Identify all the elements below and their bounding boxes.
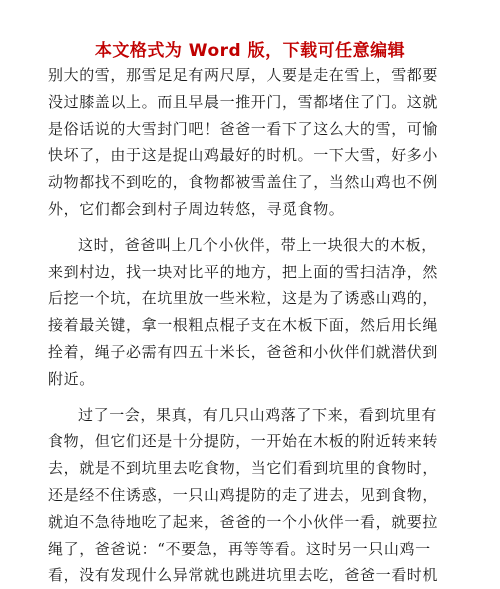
text-line: 别大的雪，那雪足足有两尺厚，人要是走在雪上，雪都要 bbox=[48, 66, 439, 84]
text-line: 绳了，爸爸说：“不要急，再等等看。这时另一只山鸡一 bbox=[48, 539, 431, 558]
text-line-first: 过了一会，果真，有几只山鸡落了下来，看到坑里有 bbox=[78, 405, 437, 424]
text-line: 拴着，绳子必需有四五十米长，爸爸和小伙伴们就潜伏到 bbox=[48, 342, 439, 361]
text-line: 来到村边，找一块对比平的地方，把上面的雪扫洁净，然 bbox=[48, 262, 439, 281]
text-line: 还是经不住诱惑，一只山鸡提防的走了进去，见到食物， bbox=[48, 485, 439, 504]
text-line: 是俗话说的大雪封门吧！爸爸一看下了这么大的雪，可愉 bbox=[48, 119, 439, 138]
text-line: 外，它们都会到村子周边转悠，寻觅食物。 bbox=[48, 199, 345, 218]
text-line: 去，就是不到坑里去吃食物，当它们看到坑里的食物时， bbox=[48, 459, 439, 478]
edit-notice-banner: 本文格式为 Word 版，下载可任意编辑 bbox=[94, 41, 406, 61]
paragraph-1 bbox=[48, 62, 453, 223]
text-line: 食物，但它们还是十分提防，一开始在木板的附近转来转 bbox=[48, 432, 439, 451]
text-line: 后挖一个坑，在坑里放一些米粒，这是为了诱惑山鸡的， bbox=[48, 289, 439, 308]
text-line: 接着最关键，拿一根粗点棍子支在木板下面，然后用长绳 bbox=[48, 316, 439, 335]
paragraph-spacing bbox=[48, 223, 453, 232]
paragraph-spacing bbox=[48, 393, 453, 402]
text-line: 快坏了，由于这是捉山鸡最好的时机。一下大雪，好多小 bbox=[48, 146, 439, 165]
text-line-first: 这时，爸爸叫上几个小伙伴，带上一块很大的木板， bbox=[78, 235, 437, 254]
text-line: 动物都找不到吃的，食物都被雪盖住了，当然山鸡也不例 bbox=[48, 173, 439, 192]
text-line: 没过膝盖以上。而且早晨一推开门，雪都堵住了门。这就 bbox=[48, 92, 439, 111]
paragraph-2 bbox=[48, 232, 453, 393]
text-line: 附近。 bbox=[48, 369, 95, 388]
article-body bbox=[48, 62, 453, 589]
paragraph-3 bbox=[48, 402, 453, 589]
text-line: 看，没有发现什么异常就也跳进坑里去吃，爸爸一看时机 bbox=[48, 566, 439, 585]
text-line: 就迫不急待地吃了起来，爸爸的一个小伙伴一看，就要拉 bbox=[48, 512, 439, 531]
